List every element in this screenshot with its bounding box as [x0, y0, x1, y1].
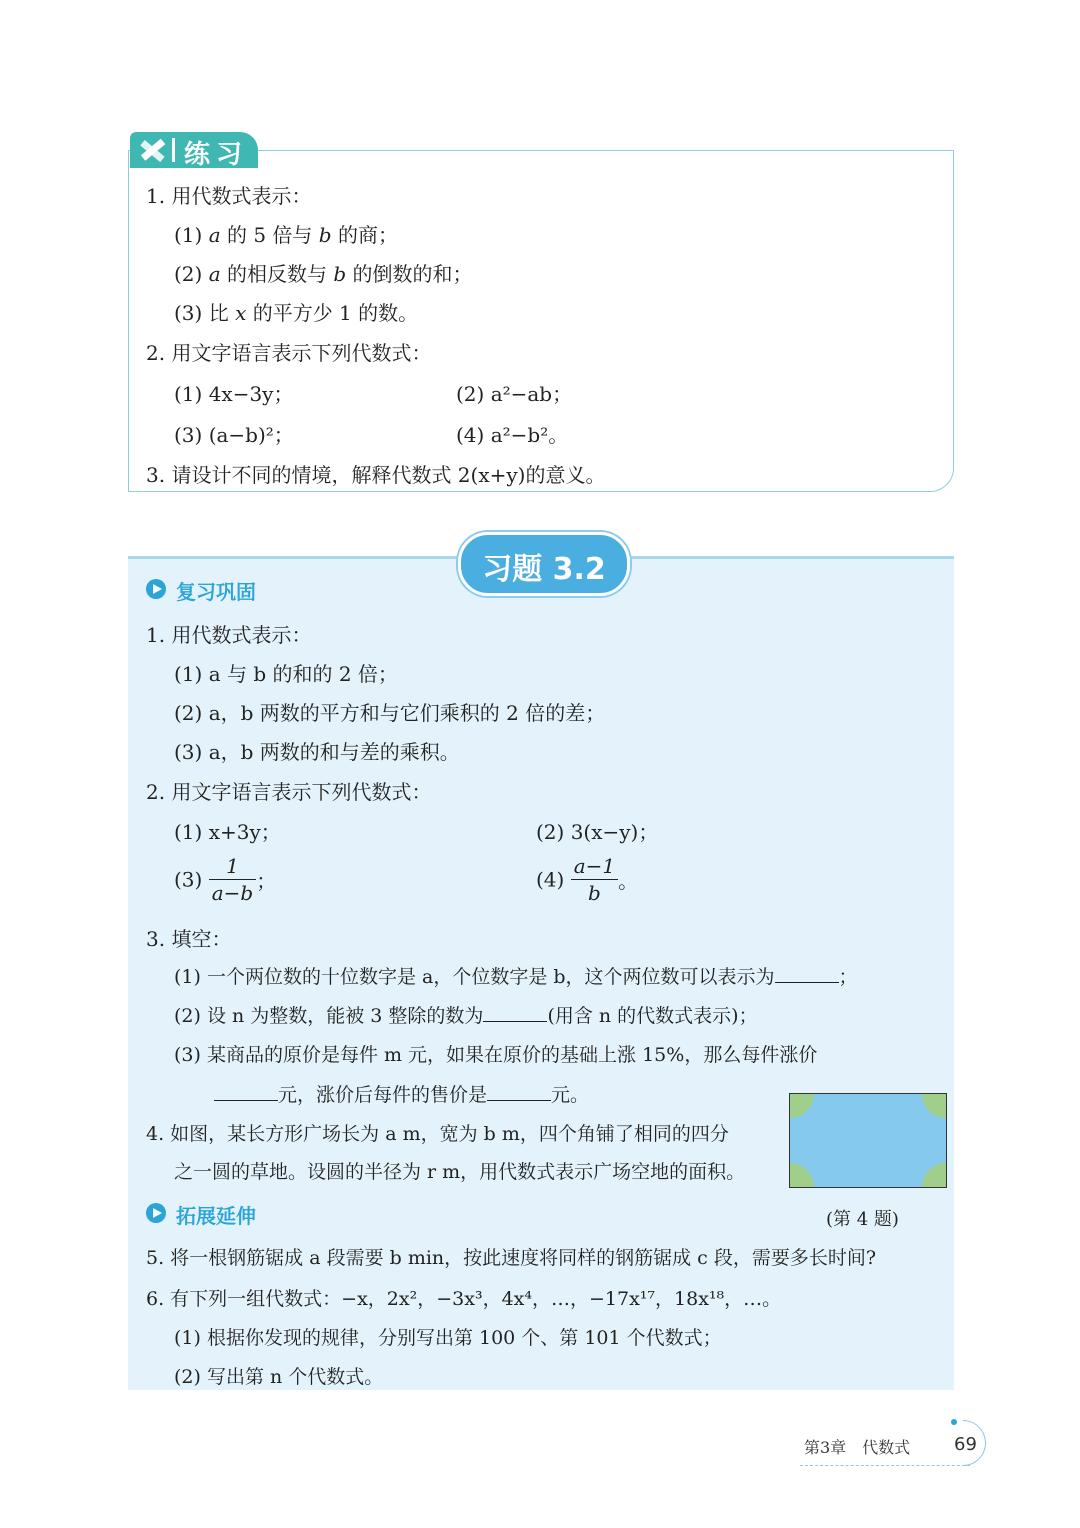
play-icon: [146, 579, 166, 599]
exercise-q3-2: (2) 设 n 为整数，能被 3 整除的数为 (用含 n 的代数式表示)；: [174, 1005, 758, 1027]
exercise-q2-2: (2) 3(x−y)；: [536, 820, 659, 844]
page-number-dot: [951, 1419, 957, 1425]
exercise-q1: 1. 用代数式表示：: [146, 623, 312, 647]
grass-corner: [922, 1163, 947, 1188]
practice-title: 练习: [184, 140, 249, 170]
grass-corner: [789, 1093, 814, 1118]
exercise-q6-1: (1) 根据你发现的规律，分别写出第 100 个、第 101 个代数式；: [174, 1327, 722, 1349]
exercise-q3-3-cont: 元，涨价后每件的售价是 元。: [214, 1080, 589, 1107]
practice-q2: 2. 用文字语言表示下列代数式：: [146, 341, 432, 365]
page-number: 69: [954, 1434, 977, 1455]
exercise-badge: [458, 532, 630, 596]
grass-corner: [922, 1093, 947, 1118]
practice-q2-2: (2) a²−ab；: [456, 382, 573, 406]
fraction-q2-4: $\frac{a-1}{b}$: [571, 853, 618, 906]
practice-q3: 3. 请设计不同的情境，解释代数式 2(x+y)的意义。: [146, 463, 606, 487]
practice-q1-3: (3) 比 x 的平方少 1 的数。: [174, 301, 419, 325]
practice-q2-1: (1) 4x−3y；: [174, 382, 294, 406]
practice-tab: [130, 132, 258, 168]
answer-blank: [775, 966, 839, 983]
play-icon: [146, 1203, 166, 1223]
pencil-ruler-icon: [136, 135, 168, 165]
exercise-title: 习题 3.2: [482, 552, 606, 587]
exercise-q2-4: (4) $\frac{a-1}{b}$ 。: [536, 854, 639, 905]
practice-q1: 1. 用代数式表示：: [146, 184, 312, 208]
footer-chapter: 第3章 代数式: [804, 1438, 911, 1457]
answer-blank: [483, 1005, 547, 1022]
exercise-q1-1: (1) a 与 b 的和的 2 倍；: [174, 662, 398, 686]
exercise-q2-1: (1) x+3y；: [174, 820, 281, 844]
exercise-q4-line2: 之一圆的草地。设圆的半径为 r m，用代数式表示广场空地的面积。: [174, 1161, 746, 1183]
exercise-q5: 5. 将一根钢筋锯成 a 段需要 b min，按此速度将同样的钢筋锯成 c 段，需要多长时间?: [146, 1247, 877, 1269]
grass-corner: [789, 1163, 814, 1188]
exercise-q6: 6. 有下列一组代数式：−x，2x²，−3x³，4x⁴，…，−17x¹⁷，18x¹⁸，…。: [146, 1288, 782, 1310]
exercise-q1-2: (2) a，b 两数的平方和与它们乘积的 2 倍的差；: [174, 701, 606, 725]
practice-q2-3: (3) (a−b)²；: [174, 423, 294, 447]
practice-q1-2: (2) a 的相反数与 b 的倒数的和；: [174, 262, 473, 286]
section-review-heading: 复习巩固: [176, 580, 256, 604]
practice-q1-1: (1) a 的 5 倍与 b 的商；: [174, 223, 398, 247]
exercise-q1-3: (3) a，b 两数的和与差的乘积。: [174, 740, 460, 764]
exercise-q3: 3. 填空：: [146, 927, 232, 951]
tab-separator: [172, 138, 175, 162]
answer-blank: [487, 1084, 551, 1101]
practice-q2-4: (4) a²−b²。: [456, 423, 569, 447]
plaza-figure: [789, 1093, 947, 1188]
exercise-q2: 2. 用文字语言表示下列代数式：: [146, 780, 432, 804]
exercise-q3-3: (3) 某商品的原价是每件 m 元，如果在原价的基础上涨 15%，那么每件涨价: [174, 1044, 818, 1066]
section-extension-heading: 拓展延伸: [176, 1204, 256, 1228]
fraction-q2-3: $\frac{1}{a-b}$: [209, 853, 256, 906]
footer-rule: [800, 1465, 970, 1466]
exercise-q4-line1: 4. 如图，某长方形广场长为 a m，宽为 b m，四个角铺了相同的四分: [146, 1123, 729, 1145]
exercise-q3-1: (1) 一个两位数的十位数字是 a，个位数字是 b，这个两位数可以表示为 ；: [174, 966, 858, 988]
figure-caption: (第 4 题): [826, 1209, 899, 1230]
exercise-q6-2: (2) 写出第 n 个代数式。: [174, 1366, 384, 1388]
answer-blank: [214, 1084, 278, 1101]
exercise-q2-3: (3) $\frac{1}{a-b}$ ；: [174, 854, 277, 905]
